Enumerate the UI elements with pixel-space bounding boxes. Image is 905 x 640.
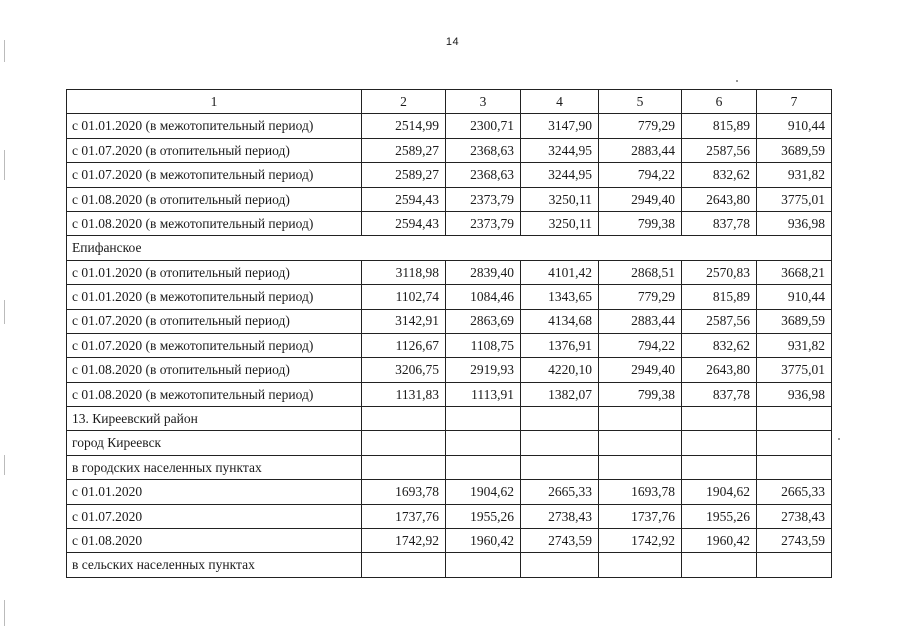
tariff-value-cell: [599, 407, 682, 431]
table-row: [67, 114, 832, 138]
tariff-value-cell: [682, 407, 757, 431]
tariff-value-cell: 2883,44: [599, 309, 682, 333]
table-row: [67, 187, 832, 211]
table-row: [67, 553, 832, 577]
tariff-value-cell: 2665,33: [757, 480, 832, 504]
tariff-value-cell: 2949,40: [599, 187, 682, 211]
tariff-value-cell: [362, 431, 446, 455]
row-label-cell: с 01.01.2020 (в отопительный период): [67, 260, 362, 284]
tariff-value-cell: 2738,43: [757, 504, 832, 528]
tariff-value-cell: 1376,91: [521, 333, 599, 357]
table-row: [67, 163, 832, 187]
tariff-value-cell: 3118,98: [362, 260, 446, 284]
tariff-value-cell: 3147,90: [521, 114, 599, 138]
tariff-value-cell: 3775,01: [757, 358, 832, 382]
tariff-value-cell: [521, 407, 599, 431]
tariff-value-cell: 2594,43: [362, 211, 446, 235]
tariff-value-cell: 4101,42: [521, 260, 599, 284]
tariff-value-cell: [682, 431, 757, 455]
table-row: [67, 407, 832, 431]
tariff-value-cell: 1742,92: [599, 529, 682, 553]
table-header-row: [67, 90, 832, 114]
tariff-value-cell: 815,89: [682, 114, 757, 138]
tariff-value-cell: 794,22: [599, 163, 682, 187]
tariff-value-cell: 3250,11: [521, 211, 599, 235]
tariff-value-cell: 3250,11: [521, 187, 599, 211]
tariff-value-cell: [446, 553, 521, 577]
tariff-value-cell: 1955,26: [446, 504, 521, 528]
tariff-value-cell: 1108,75: [446, 333, 521, 357]
tariff-value-cell: 4220,10: [521, 358, 599, 382]
tariff-table: [66, 89, 832, 578]
tariff-value-cell: 2589,27: [362, 138, 446, 162]
tariff-value-cell: 2594,43: [362, 187, 446, 211]
tariff-value-cell: 1343,65: [521, 285, 599, 309]
tariff-value-cell: 2589,27: [362, 163, 446, 187]
tariff-value-cell: [521, 553, 599, 577]
tariff-value-cell: 832,62: [682, 333, 757, 357]
table-row: [67, 480, 832, 504]
tariff-value-cell: 1693,78: [599, 480, 682, 504]
scan-dot: [838, 438, 840, 440]
tariff-value-cell: 799,38: [599, 211, 682, 235]
row-label-cell: с 01.07.2020 (в межотопительный период): [67, 333, 362, 357]
tariff-value-cell: 3775,01: [757, 187, 832, 211]
table-row: [67, 382, 832, 406]
tariff-value-cell: 2868,51: [599, 260, 682, 284]
column-number-header: 2: [362, 90, 446, 114]
tariff-value-cell: 2743,59: [757, 529, 832, 553]
tariff-value-cell: 910,44: [757, 285, 832, 309]
tariff-value-cell: 1382,07: [521, 382, 599, 406]
column-number-header: 6: [682, 90, 757, 114]
table-row: [67, 211, 832, 235]
scan-margin-mark: [4, 150, 5, 180]
tariff-value-cell: 2839,40: [446, 260, 521, 284]
table-row: [67, 529, 832, 553]
tariff-value-cell: 936,98: [757, 382, 832, 406]
tariff-value-cell: [446, 431, 521, 455]
page-number: 14: [445, 36, 460, 48]
tariff-value-cell: 837,78: [682, 211, 757, 235]
tariff-value-cell: 1102,74: [362, 285, 446, 309]
tariff-value-cell: [362, 455, 446, 479]
row-label-cell: с 01.01.2020: [67, 480, 362, 504]
tariff-value-cell: [682, 553, 757, 577]
tariff-value-cell: 3142,91: [362, 309, 446, 333]
tariff-value-cell: 1960,42: [682, 529, 757, 553]
row-label-cell: в городских населенных пунктах: [67, 455, 362, 479]
tariff-value-cell: 1955,26: [682, 504, 757, 528]
tariff-value-cell: 1126,67: [362, 333, 446, 357]
tariff-value-cell: 2587,56: [682, 309, 757, 333]
tariff-value-cell: 1960,42: [446, 529, 521, 553]
tariff-value-cell: 2643,80: [682, 358, 757, 382]
tariff-value-cell: 837,78: [682, 382, 757, 406]
tariff-value-cell: [446, 455, 521, 479]
tariff-value-cell: 936,98: [757, 211, 832, 235]
tariff-value-cell: 2949,40: [599, 358, 682, 382]
column-number-header: 3: [446, 90, 521, 114]
tariff-value-cell: 3244,95: [521, 163, 599, 187]
tariff-value-cell: 2570,83: [682, 260, 757, 284]
row-label-cell: с 01.08.2020 (в межотопительный период): [67, 211, 362, 235]
tariff-value-cell: 3689,59: [757, 138, 832, 162]
tariff-value-cell: [682, 455, 757, 479]
row-label-cell: с 01.08.2020 (в отопительный период): [67, 358, 362, 382]
tariff-value-cell: [757, 431, 832, 455]
row-label-cell: с 01.01.2020 (в межотопительный период): [67, 114, 362, 138]
row-label-cell: с 01.08.2020 (в межотопительный период): [67, 382, 362, 406]
row-label-cell: с 01.08.2020: [67, 529, 362, 553]
table-row: [67, 431, 832, 455]
tariff-value-cell: 799,38: [599, 382, 682, 406]
tariff-value-cell: 2665,33: [521, 480, 599, 504]
tariff-value-cell: 1131,83: [362, 382, 446, 406]
tariff-value-cell: 1113,91: [446, 382, 521, 406]
tariff-value-cell: [362, 407, 446, 431]
tariff-value-cell: 794,22: [599, 333, 682, 357]
tariff-value-cell: 4134,68: [521, 309, 599, 333]
tariff-value-cell: [757, 455, 832, 479]
tariff-value-cell: 1737,76: [362, 504, 446, 528]
scan-dot: [736, 80, 738, 82]
tariff-value-cell: 931,82: [757, 333, 832, 357]
tariff-value-cell: 3689,59: [757, 309, 832, 333]
table-row: [67, 504, 832, 528]
tariff-value-cell: 1742,92: [362, 529, 446, 553]
row-label-cell: с 01.07.2020 (в межотопительный период): [67, 163, 362, 187]
tariff-value-cell: [599, 455, 682, 479]
row-label-cell: в сельских населенных пунктах: [67, 553, 362, 577]
row-label-cell: с 01.08.2020 (в отопительный период): [67, 187, 362, 211]
tariff-value-cell: [521, 455, 599, 479]
table-row: [67, 333, 832, 357]
table-row: [67, 455, 832, 479]
tariff-value-cell: 2643,80: [682, 187, 757, 211]
tariff-value-cell: [446, 407, 521, 431]
tariff-value-cell: 2587,56: [682, 138, 757, 162]
table-row: [67, 309, 832, 333]
column-number-header: 7: [757, 90, 832, 114]
tariff-value-cell: 2919,93: [446, 358, 521, 382]
tariff-value-cell: 1904,62: [446, 480, 521, 504]
tariff-value-cell: [362, 553, 446, 577]
row-label-cell: с 01.07.2020 (в отопительный период): [67, 309, 362, 333]
tariff-value-cell: 3244,95: [521, 138, 599, 162]
tariff-value-cell: 815,89: [682, 285, 757, 309]
tariff-value-cell: 832,62: [682, 163, 757, 187]
table-row: [67, 236, 832, 260]
table-row: [67, 138, 832, 162]
column-number-header: 5: [599, 90, 682, 114]
scan-margin-mark: [4, 300, 5, 324]
tariff-value-cell: [521, 431, 599, 455]
tariff-value-cell: 2743,59: [521, 529, 599, 553]
row-label-cell: с 01.01.2020 (в межотопительный период): [67, 285, 362, 309]
column-number-header: 4: [521, 90, 599, 114]
table-row: [67, 285, 832, 309]
row-label-cell: с 01.07.2020: [67, 504, 362, 528]
row-label-cell: с 01.07.2020 (в отопительный период): [67, 138, 362, 162]
tariff-value-cell: 2368,63: [446, 138, 521, 162]
tariff-value-cell: [757, 407, 832, 431]
row-label-cell: 13. Киреевский район: [67, 407, 362, 431]
tariff-value-cell: [757, 553, 832, 577]
tariff-value-cell: 2373,79: [446, 211, 521, 235]
scan-margin-mark: [4, 40, 5, 62]
tariff-value-cell: 910,44: [757, 114, 832, 138]
table-row: [67, 260, 832, 284]
tariff-value-cell: 2514,99: [362, 114, 446, 138]
tariff-value-cell: [599, 553, 682, 577]
scan-margin-mark: [4, 455, 5, 475]
tariff-value-cell: 2883,44: [599, 138, 682, 162]
tariff-value-cell: 2368,63: [446, 163, 521, 187]
tariff-value-cell: 1084,46: [446, 285, 521, 309]
section-label-cell: Епифанское: [67, 236, 832, 260]
column-number-header: 1: [67, 90, 362, 114]
tariff-value-cell: 779,29: [599, 285, 682, 309]
tariff-value-cell: 2373,79: [446, 187, 521, 211]
tariff-value-cell: 931,82: [757, 163, 832, 187]
tariff-value-cell: [599, 431, 682, 455]
tariff-value-cell: 3668,21: [757, 260, 832, 284]
tariff-value-cell: 1737,76: [599, 504, 682, 528]
scan-margin-mark: [4, 600, 5, 626]
row-label-cell: город Киреевск: [67, 431, 362, 455]
tariff-value-cell: 3206,75: [362, 358, 446, 382]
tariff-value-cell: 2738,43: [521, 504, 599, 528]
tariff-value-cell: 2863,69: [446, 309, 521, 333]
tariff-value-cell: 779,29: [599, 114, 682, 138]
table-row: [67, 358, 832, 382]
tariff-value-cell: 1693,78: [362, 480, 446, 504]
tariff-value-cell: 2300,71: [446, 114, 521, 138]
tariff-value-cell: 1904,62: [682, 480, 757, 504]
